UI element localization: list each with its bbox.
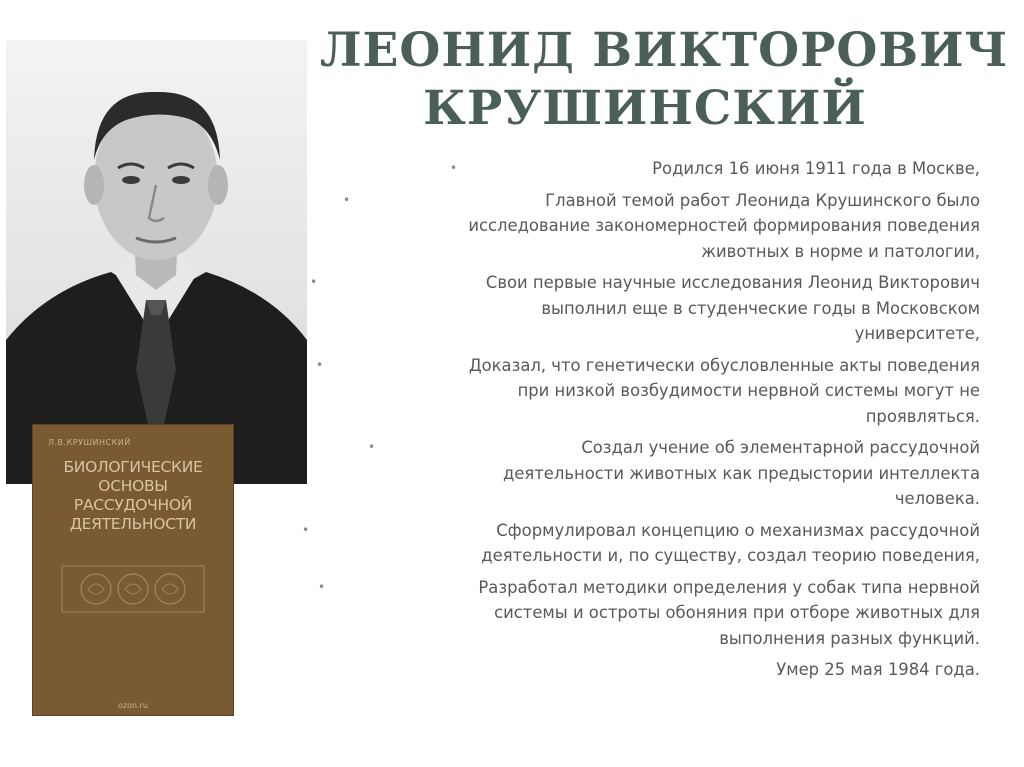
book-title-line: ОСНОВЫ <box>98 477 168 495</box>
bullet-line: при низкой возбудимости нервной системы могут не <box>517 381 980 400</box>
book-title-line: ДЕЯТЕЛЬНОСТИ <box>69 515 197 533</box>
bullet-line: Разработал методики определения у собак типа нервной <box>478 577 980 597</box>
bullet-line: Сформулировал концепцию о механизмах рассудочной <box>496 520 980 540</box>
book-title-line: БИОЛОГИЧЕСКИЕ <box>63 458 203 476</box>
bullet-item <box>300 518 980 569</box>
bullet-line: исследование закономерностей формирования поведения <box>468 216 980 235</box>
book-title <box>32 458 234 534</box>
bullet-dot-icon: • <box>316 357 324 372</box>
title-line-1: ЛЕОНИД ВИКТОРОВИЧ <box>320 23 1009 78</box>
bullet-line: Свои первые научные исследования Леонид Викторович <box>485 273 980 292</box>
book-publisher: ozon.ru <box>118 701 148 710</box>
bullet-line: системы и остроты обоняния при отборе животных для <box>494 603 980 622</box>
bullet-item <box>300 657 980 683</box>
bullet-dot-icon: • <box>302 522 310 537</box>
bullet-item <box>300 270 980 347</box>
book-title-line: РАССУДОЧНОЙ <box>73 496 193 514</box>
bullet-line: Родился 16 июня 1911 года в Москве, <box>652 159 980 178</box>
bullet-item <box>300 435 980 512</box>
bullet-dot-icon: • <box>368 440 376 454</box>
bullet-line: выполнения разных функций. <box>719 628 980 648</box>
bullet-line: Доказал, что генетически обусловленные акты поведения <box>468 355 980 375</box>
bullet-list <box>300 150 980 683</box>
book-cover <box>32 424 234 716</box>
bullet-item <box>300 575 980 652</box>
bullet-dot-icon: • <box>450 161 458 175</box>
bullet-line: Создал учение об элементарной рассудочной <box>581 438 980 457</box>
bullet-line: университете, <box>854 324 980 343</box>
bullet-line: деятельности и, по существу, создал теорию поведения, <box>481 546 980 565</box>
portrait-photo <box>6 40 307 484</box>
bullet-line: выполнил еще в студенческие годы в Московском <box>541 298 980 318</box>
title-line-2: КРУШИНСКИЙ <box>423 81 867 136</box>
portrait-illustration <box>6 40 307 484</box>
bullet-line: проявляться. <box>865 406 980 426</box>
bullet-line: деятельности животных как предыстории интеллекта <box>502 463 980 483</box>
slide-title <box>320 22 1009 138</box>
bullet-line: Умер 25 мая 1984 года. <box>776 660 980 679</box>
bullet-dot-icon: • <box>318 579 326 594</box>
bullet-dot-icon: • <box>310 275 318 289</box>
book-ornament-icon <box>60 564 206 614</box>
book-author: Л.В.КРУШИНСКИЙ <box>48 438 131 447</box>
bullet-line: человека. <box>894 489 980 508</box>
bullet-line: Главной темой работ Леонида Крушинского было <box>545 190 980 210</box>
bullet-line: животных в норме и патологии, <box>701 241 980 261</box>
bullet-item <box>300 353 980 430</box>
bullet-dot-icon: • <box>343 192 351 207</box>
bullet-item <box>300 156 980 182</box>
bullet-item <box>300 188 980 265</box>
